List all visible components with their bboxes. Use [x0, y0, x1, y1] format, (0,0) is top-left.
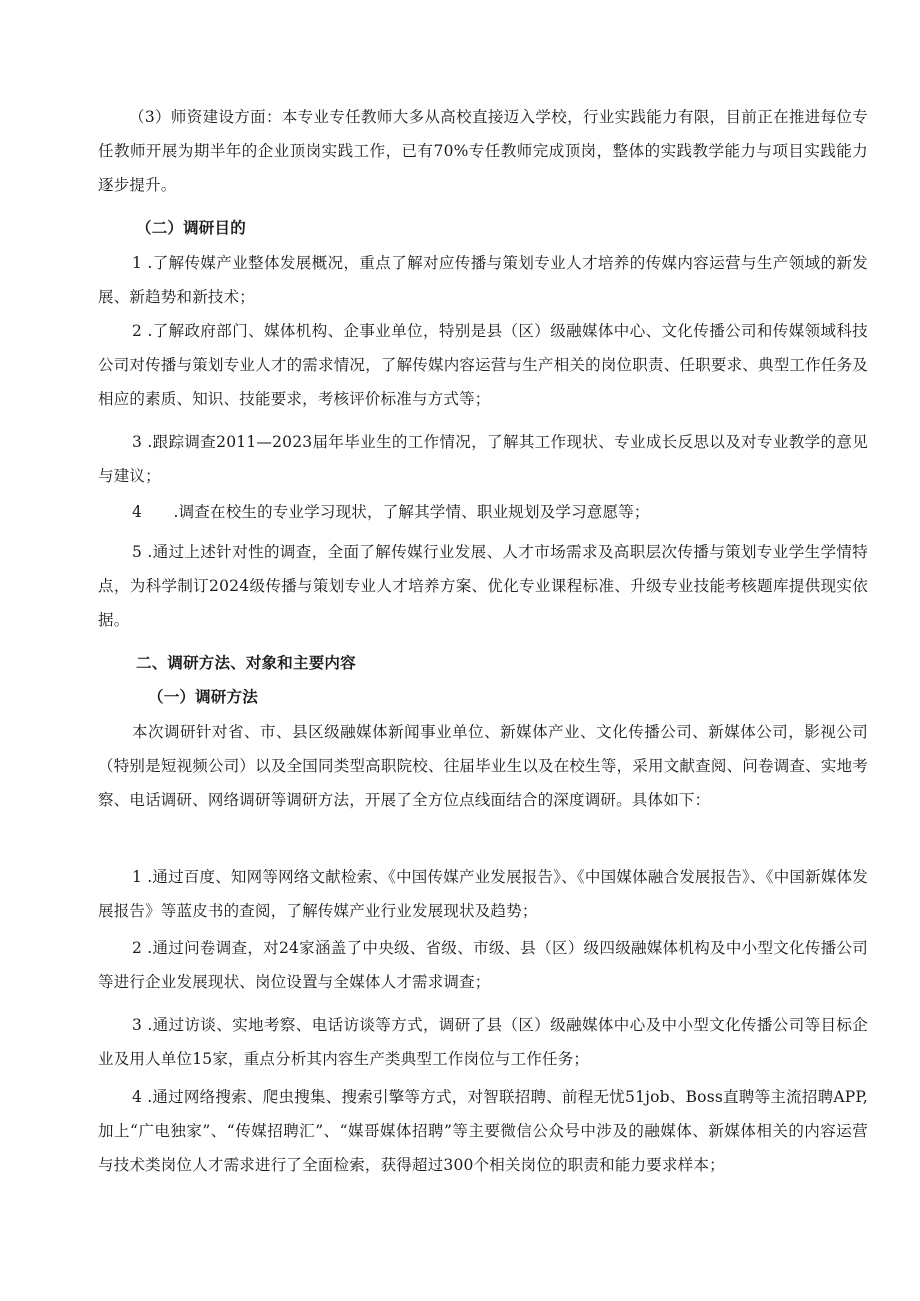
- paragraph-faculty-construction: （3）师资建设方面：本专业专任教师大多从高校直接迈入学校，行业实践能力有限，目前正在推进每位专任教师开展为期半年的企业顶岗实践工作，已有70%专任教师完成顶岗，整体的实践教学能力与项目实践能力逐步提升。: [98, 108, 868, 194]
- paragraph-method-1: 1 .通过百度、知网等网络文献检索、《中国传媒产业发展报告》、《中国媒体融合发展报告》、《中国新媒体发展报告》等蓝皮书的查阅，了解传媒产业行业发展现状及趋势；: [98, 868, 868, 920]
- paragraph-method-4: 4 .通过网络搜索、爬虫搜集、搜索引擎等方式，对智联招聘、前程无忧51job、Boss直聘等主流招聘APP,加上“广电独家”、“传媒招聘汇”、“媒哥媒体招聘”等主要微信公众号中涉及的融媒体、新媒体相关的内容运营与技术类岗位人才需求进行了全面检索，获得超过300个相关岗位的职责和能力要求样本；: [98, 1088, 868, 1174]
- paragraph-methods-intro: 本次调研针对省、市、县区级融媒体新闻事业单位、新媒体产业、文化传播公司、新媒体公司，影视公司（特别是短视频公司）以及全国同类型高职院校、往届毕业生以及在校生等，采用文献查阅、问卷调查、实地考察、电话调研、网络调研等调研方法，开展了全方位点线面结合的深度调研。具体如下：: [98, 723, 868, 809]
- paragraph-method-2: 2 .通过问卷调查，对24家涵盖了中央级、省级、市级、县（区）级四级融媒体机构及中小型文化传播公司等进行企业发展现状、岗位设置与全媒体人才需求调查；: [98, 939, 868, 991]
- heading-section-two: 二、调研方法、对象和主要内容: [136, 653, 356, 672]
- paragraph-purpose-4: 4 .调查在校生的专业学习现状，了解其学情、职业规划及学习意愿等；: [132, 503, 650, 521]
- paragraph-purpose-2: 2 .了解政府部门、媒体机构、企事业单位，特别是县（区）级融媒体中心、文化传播公司和传媒领域科技公司对传播与策划专业人才的需求情况，了解传媒内容运营与生产相关的岗位职责、任职要求、典型工作任务及相应的素质、知识、技能要求，考核评价标准与方式等；: [98, 322, 868, 408]
- paragraph-method-3: 3 .通过访谈、实地考察、电话访谈等方式，调研了县（区）级融媒体中心及中小型文化传播公司等目标企业及用人单位15家，重点分析其内容生产类典型工作岗位与工作任务；: [98, 1016, 868, 1068]
- heading-research-methods: （一）调研方法: [148, 687, 258, 706]
- paragraph-purpose-3: 3 .跟踪调查2011—2023届年毕业生的工作情况，了解其工作现状、专业成长反思以及对专业教学的意见与建议；: [98, 433, 868, 485]
- heading-research-purpose: （二）调研目的: [136, 218, 246, 237]
- paragraph-purpose-5: 5 .通过上述针对性的调查，全面了解传媒行业发展、人才市场需求及高职层次传播与策划专业学生学情特点，为科学制订2024级传播与策划专业人才培养方案、优化专业课程标准、升级专业技能考核题库提供现实依据。: [98, 543, 868, 629]
- paragraph-purpose-1: 1 .了解传媒产业整体发展概况，重点了解对应传播与策划专业人才培养的传媒内容运营与生产领域的新发展、新趋势和新技术；: [98, 254, 868, 306]
